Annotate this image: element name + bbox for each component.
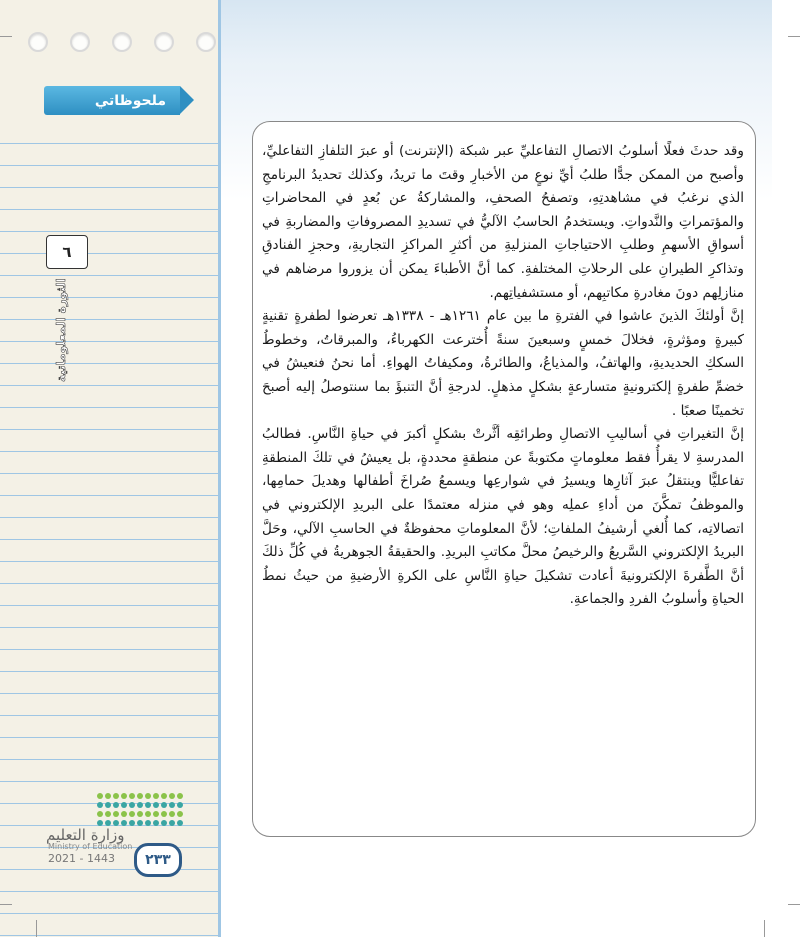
binder-hole (112, 32, 132, 52)
unit-number: ٦ (46, 235, 88, 269)
body-text (262, 140, 744, 612)
binder-hole (154, 32, 174, 52)
notes-tab (44, 86, 180, 115)
binder-hole (196, 32, 216, 52)
paragraph: إنَّ التغيراتِ في أساليبِ الاتصالِ وطرائقِه أثَّرتْ بشكلٍ أكبرَ في حياةِ النَّاسِ. فطالبُ المدرسةِ لا يقرأُ فقط معلوماتٍ مكتوبةً عن منطقةٍ محددةٍ، بل يعيشُ في تلكَ المنطقةِ تفاعليًّا وينتقلُ عبرَ آثارِها ويسيرُ في شوارعِها ويسمعُ صُراخَ أطفالها وهديلَ حمامِها، والموظفُ تمكَّنَ من أداءِ عملِه وهو في منزله معتمدًا على البريدِ الإلكتروني في اتصالاتِه، كما أُلغي أرشيفُ الملفاتِ؛ لأنَّ المعلوماتِ محفوظةٌ في الحاسبِ الآلي، وحَلَّ البريدُ الإلكتروني السَّريعُ والرخيصُ محلَّ مكاتبِ البريدِ. والحقيقةُ الجوهريةُ في كُلِّ ذلكَ أنَّ الطَّفرةَ الإلكترونيةَ أعادت تشكيلَ حياةِ النَّاسِ على الكرةِ الأرضيةِ من حيثُ نمطُ الحياةِ وأسلوبُ الفردِ والجماعةِ. (262, 426, 744, 608)
crop-mark (788, 904, 800, 905)
crop-mark (764, 920, 765, 937)
crop-mark (0, 36, 12, 37)
unit-title: الثورة المعلوماتية (54, 278, 68, 382)
crop-mark (0, 904, 12, 905)
page-number: ٢٣٣ (134, 843, 182, 877)
right-margin (772, 0, 800, 937)
ministry-name-en: Ministry of Education (48, 842, 133, 851)
notes-sidebar (0, 0, 221, 937)
notes-label: ملحوظاتي (94, 92, 166, 109)
ministry-dots-icon (96, 790, 184, 826)
ministry-year: 2021 - 1443 (48, 852, 115, 865)
ministry-name-ar: وزارة التعليم (46, 826, 125, 844)
binder-hole (70, 32, 90, 52)
binder-hole (28, 32, 48, 52)
paragraph: وقد حدثَ فعلًا أسلوبُ الاتصالِ التفاعليِّ عبر شبكة (الإنترنت) أو عبرَ التلفازِ التفاعليِّ، وأصبح من الممكن جدًّا طلبُ أيِّ نوعٍ من الأخبارِ وقتَ ما تريدُ، وكذلك تحديدُ البرنامجِ الذي نرغبُ في مشاهدتِهِ، وتصفحُ الصحفِ، والمشاركةُ عن بُعدٍ في المحاضراتِ والمؤتمراتِ والنَّدواتِ. ويستخدمُ الحاسبُ الآليُّ في تسديدِ المصروفاتِ والمضاربةِ في أسواقِ الأسهمِ وطلبِ الاحتياجاتِ المنزليةِ من أكثرِ المراكزِ التجاريةِ، وحجزِ الفنادقِ وتذاكرِ الطيرانِ على الرحلاتِ المختلفةِ. كما أنَّ الأطباءَ يمكن أن يزوروا مرضاهم في منازلِهم دونَ مغادرةِ مكاتبِهم، أو مستشفياتِهم. (262, 143, 744, 301)
crop-mark (788, 36, 800, 37)
paragraph: إنَّ أولئكَ الذينَ عاشوا في الفترةِ ما بين عام ١٢٦١هـ - ١٣٣٨هـ تعرضوا لطفرةٍ تقنيةٍ كبيرةٍ ومؤثرةٍ، فخلالَ خمسٍ وسبعينَ سنةً أُخترعت الكهرباءُ، والمبرقاتُ، وخطوطُ السككِ الحديديةِ، والهاتفُ، والمذياعُ، والطائرةُ، ومكيفاتُ الهواءِ. أما نحنُ فنعيشُ في خضمِّ طفرةٍ إلكترونيةٍ متسارعةٍ بشكلٍ مذهلٍ. لدرجةِ أنَّ التنبؤَ بما سنتوصلُ إليه أصبحَ تخمينًا صعبًا . (262, 308, 744, 419)
crop-mark (36, 920, 37, 937)
unit-marker (46, 235, 86, 385)
